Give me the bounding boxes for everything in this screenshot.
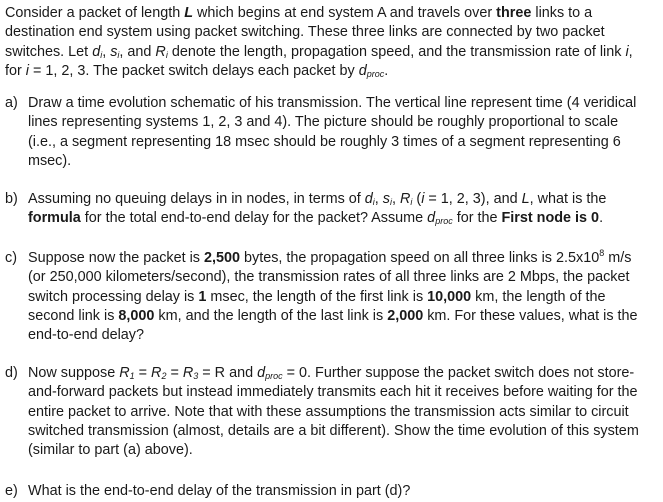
- part-d-label: d): [5, 365, 18, 381]
- part-a-text: Draw a time evolution schematic of his transmission. The vertical line represent time (4 veridical lines representing systems 1, 2, 3 and 4). The picture should be roughly proportional to scale (i.e., a segment representing 18 msec should be roughly 3 times of a segment representing 6 msec).: [28, 95, 637, 169]
- part-a: [5, 94, 649, 171]
- part-b-label: b): [5, 191, 18, 207]
- intro-paragraph: Consider a packet of length L which begins at end system A and travels over three links to a destination end system using packet switching. These three links are connected by two packet switches. Let $d_i$, $s_i$, and $R_i$ denote the length, propagation speed, and the transmission rate of link i, for i = 1, 2, 3. The packet switch delays each packet by $d_{proc}$.: [5, 5, 633, 79]
- part-a-label: a): [5, 95, 18, 111]
- part-d-text: Now suppose $R_1 = R_2 = R_3 = R$ and $d_{proc} = 0$. Further suppose the packet switch does not store-and-forward packets but instead immediately transmits each hit it receives before waiting for the entire packet to arrive. Note that with these assumptions the transmission acts similar to circuit switched transmission (almost, details are a bit different). Show the time evolution of this system (similar to part (a) above).: [28, 365, 639, 459]
- part-e-label: e): [5, 483, 18, 499]
- part-c-label: c): [5, 250, 17, 266]
- part-e-text: What is the end-to-end delay of the transmission in part (d)?: [28, 483, 411, 499]
- part-c: [5, 249, 649, 345]
- part-b: [5, 190, 649, 229]
- part-d: [5, 364, 649, 460]
- part-b-text: Assuming no queuing delays in in nodes, in terms of $d_i$, $s_i$, $R_i$ (i = 1, 2, 3), and L, what is the formula for the total end-to-end delay for the packet? Assume $d_{proc}$ for the First node is 0.: [28, 191, 607, 227]
- part-c-text: Suppose now the packet is 2,500 bytes, the propagation speed on all three links is $2.5x10^8$ m/s (or 250,000 kilometers/second), the transmission rates of all three links are 2 Mbps, the packet switch processing delay is 1 msec, the length of the first link is 10,000 km, the length of the second link is 8,000 km, and the length of the last link is 2,000 km. For these values, what is the end-to-end delay?: [28, 248, 638, 344]
- part-e: [5, 482, 649, 501]
